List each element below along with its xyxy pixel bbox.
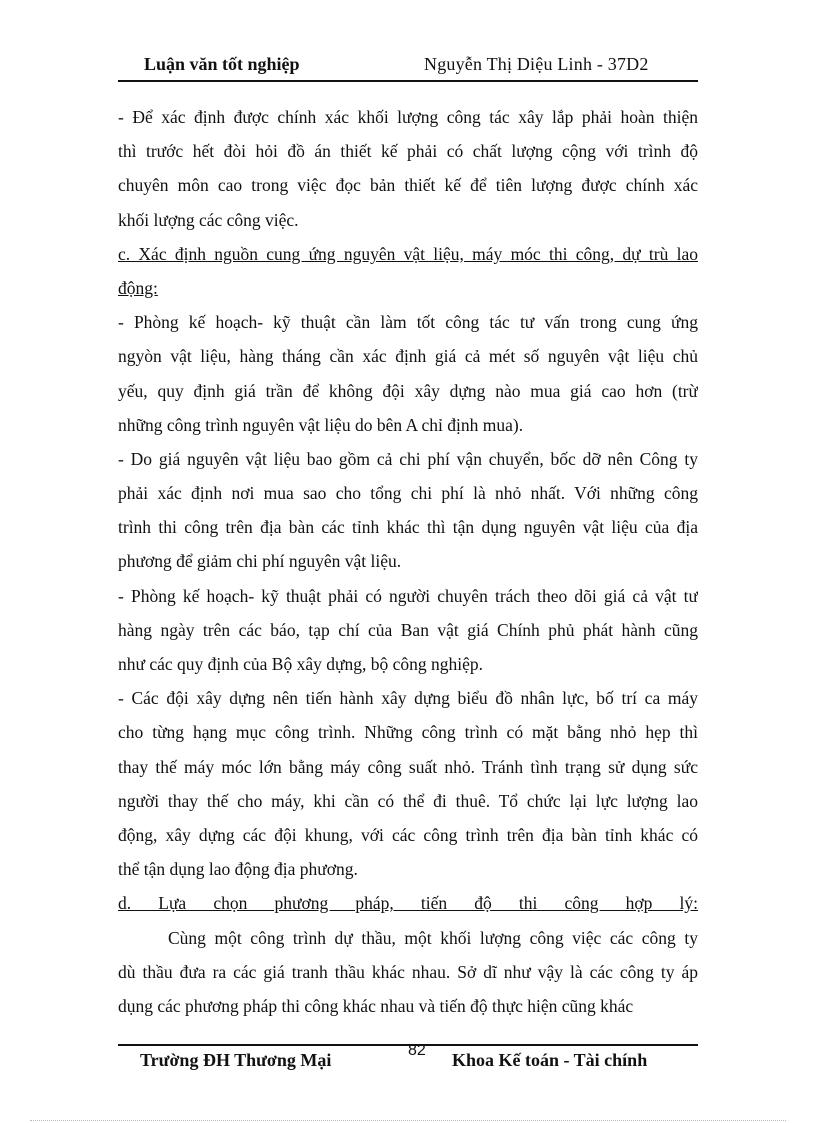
text-line: thể tận dụng lao động địa phương. — [118, 859, 358, 880]
text-line: dù thầu đưa ra các giá tranh thầu khác nhau. Sở dĩ như vậy là các công ty áp — [118, 961, 698, 982]
text-line: người thay thế cho máy, khi cần có thể đi thuê. Tổ chức lại lực lượng lao — [118, 790, 698, 811]
section-heading-c: c. Xác định nguồn cung ứng nguyên vật liệu, máy móc thi công, dự trù lao — [118, 243, 698, 264]
text-line: những công trình nguyên vật liệu do bên A chỉ định mua). — [118, 414, 524, 435]
text-line: Cùng một công trình dự thầu, một khối lượng công việc các công ty — [168, 927, 698, 948]
page-bottom-border — [30, 1120, 786, 1121]
text-line: - Phòng kế hoạch- kỹ thuật cần làm tốt công tác tư vấn trong cung ứng — [118, 312, 698, 333]
text-line: động, xây dựng các đội khung, với các công trình trên địa bàn tỉnh khác có — [118, 824, 698, 845]
text-line: thay thế máy móc lớn bằng máy công suất nhỏ. Tránh tình trạng sử dụng sức — [118, 756, 698, 777]
page-footer — [118, 1042, 698, 1074]
text-line: - Do giá nguyên vật liệu bao gồm cả chi phí vận chuyển, bốc dỡ nên Công ty — [118, 448, 698, 469]
text-line: - Phòng kế hoạch- kỹ thuật phải có người chuyên trách theo dõi giá cả vật tư — [118, 585, 698, 606]
text-line: ngyòn vật liệu, hàng tháng cần xác định giá cả mét số nguyên vật liệu chủ — [118, 346, 698, 367]
text-line: khối lượng các công việc. — [118, 209, 299, 230]
text-line: trình thi công trên địa bàn các tỉnh khác thì tận dụng nguyên vật liệu của địa — [118, 517, 698, 538]
text-line: như các quy định của Bộ xây dựng, bộ công nghiệp. — [118, 654, 484, 674]
section-heading-d: d. Lựa chọn phương pháp, tiến độ thi công hợp lý: — [118, 893, 698, 914]
text-line: yếu, quy định giá trần để không đội xây dựng nào mua giá cao hơn (trừ — [118, 380, 698, 401]
text-line: thì trước hết đòi hỏi đồ án thiết kế phải có chất lượng cộng với trình độ — [118, 141, 698, 162]
footer-university: Trường ĐH Thương Mại — [140, 1050, 332, 1070]
text-line: chuyên môn cao trong việc đọc bản thiết kế để tiên lượng được chính xác — [118, 175, 698, 196]
text-line: cho từng hạng mục công trình. Những công trình có mặt bằng nhỏ hẹp thì — [118, 722, 698, 743]
header-author: Nguyễn Thị Diệu Linh - 37D2 — [424, 54, 649, 74]
header-thesis-title: Luận văn tốt nghiệp — [144, 54, 300, 74]
page-number: 82 — [408, 1042, 426, 1059]
document-body — [118, 100, 698, 1023]
text-line: hàng ngày trên các báo, tạp chí của Ban vật giá Chính phủ phát hành cũng — [118, 619, 698, 640]
text-line: - Các đội xây dựng nên tiến hành xây dựng biểu đồ nhân lực, bố trí ca máy — [118, 688, 698, 709]
text-line: - Để xác định được chính xác khối lượng công tác xây lắp phải hoàn thiện — [118, 107, 698, 127]
footer-faculty: Khoa Kế toán - Tài chính — [452, 1050, 648, 1070]
text-line: dụng các phương pháp thi công khác nhau và tiến độ thực hiện cũng khác — [118, 995, 634, 1016]
text-line: phải xác định nơi mua sao cho tổng chi phí là nhỏ nhất. Với những công — [118, 483, 698, 504]
text-line: phương để giảm chi phí nguyên vật liệu. — [118, 551, 402, 572]
page-header — [118, 52, 698, 82]
section-heading-c-cont: động: — [118, 277, 158, 298]
